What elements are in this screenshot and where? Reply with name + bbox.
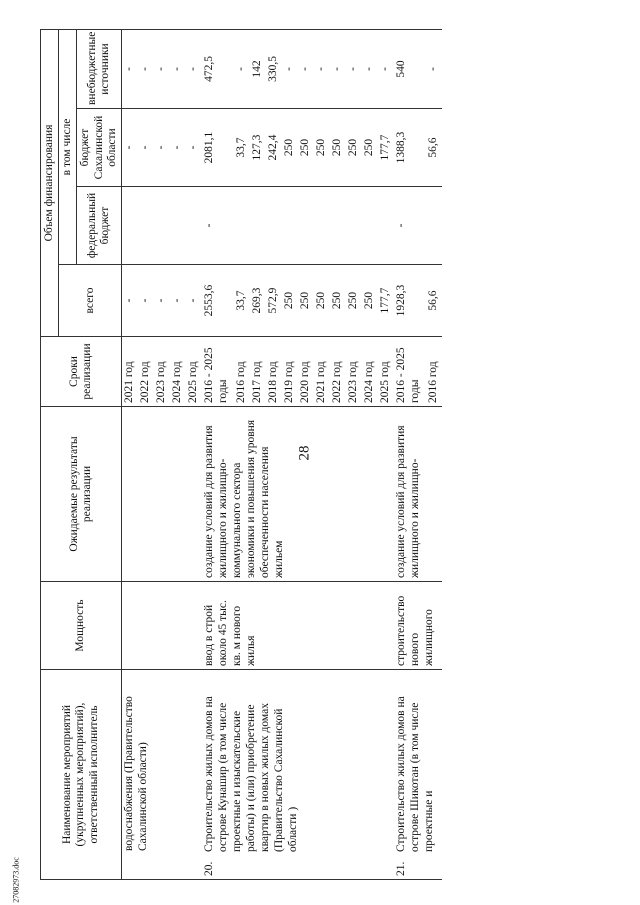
year-cell: 2019 год <box>282 337 298 407</box>
regional-cell: - <box>186 109 202 187</box>
header-extra: внебюджетные источники <box>77 29 122 108</box>
table-row <box>394 29 426 879</box>
year-cell: 2022 год <box>138 337 154 407</box>
federal-cell: - <box>394 187 426 265</box>
regional-cell: 127,3 <box>250 109 266 187</box>
extra-cell: - <box>122 29 139 108</box>
carry-capacity <box>122 582 203 670</box>
item20-results: создание условий для развития жилищного и жилищно-коммунального сектора экономики и повышения уровня обеспеченности населения жильем <box>202 407 394 582</box>
total-cell: 2553,6 <box>202 265 234 337</box>
extra-cell: 330,5 <box>266 29 282 108</box>
regional-cell: 2081,1 <box>202 109 234 187</box>
item21-name-cell <box>394 670 442 880</box>
federal-cell <box>138 187 154 265</box>
total-cell: 1928,3 <box>394 265 426 337</box>
federal-cell <box>282 187 298 265</box>
header-incl: в том числе <box>59 29 77 264</box>
page-number: 28 <box>296 445 313 461</box>
header-regional: бюджет Сахалинской области <box>77 109 122 187</box>
total-cell: 177,7 <box>378 265 394 337</box>
federal-cell <box>122 187 139 265</box>
total-cell: - <box>186 265 202 337</box>
federal-cell <box>170 187 186 265</box>
regional-cell: 250 <box>330 109 346 187</box>
regional-cell: 250 <box>282 109 298 187</box>
total-cell: - <box>154 265 170 337</box>
federal-cell <box>298 187 314 265</box>
extra-cell: - <box>234 29 250 108</box>
item20-capacity: ввод в строй около 45 тыс. кв. м нового жилья <box>202 582 394 670</box>
extra-cell: - <box>426 29 442 108</box>
regional-cell: 1388,3 <box>394 109 426 187</box>
regional-cell: 56,6 <box>426 109 442 187</box>
table-rotator <box>40 30 630 880</box>
total-cell: - <box>122 265 139 337</box>
regional-cell: - <box>170 109 186 187</box>
regional-cell: 242,4 <box>266 109 282 187</box>
document-id: 27082973.doc <box>11 857 21 903</box>
extra-cell: - <box>154 29 170 108</box>
year-cell: 2016 год <box>426 337 442 407</box>
extra-cell: - <box>186 29 202 108</box>
header-results: Ожидаемые результаты реализации <box>41 407 122 582</box>
table-row <box>202 29 234 879</box>
total-cell: 250 <box>298 265 314 337</box>
total-cell: 250 <box>362 265 378 337</box>
year-cell: 2018 год <box>266 337 282 407</box>
total-cell: 269,3 <box>250 265 266 337</box>
total-cell: 250 <box>330 265 346 337</box>
regional-cell: 250 <box>298 109 314 187</box>
total-cell: 250 <box>346 265 362 337</box>
extra-cell: - <box>138 29 154 108</box>
total-cell: 33,7 <box>234 265 250 337</box>
extra-cell: - <box>330 29 346 108</box>
extra-cell: 540 <box>394 29 426 108</box>
federal-cell <box>426 187 442 265</box>
federal-cell <box>266 187 282 265</box>
rotated-table-container <box>40 30 630 880</box>
regional-cell: 33,7 <box>234 109 250 187</box>
federal-cell: - <box>202 187 234 265</box>
year-cell: 2016 год <box>234 337 250 407</box>
federal-cell <box>362 187 378 265</box>
table-body <box>122 29 443 879</box>
year-cell: 2023 год <box>346 337 362 407</box>
year-cell: 2017 год <box>250 337 266 407</box>
item21-results: создание условий для развития жилищного и жилищно- <box>394 407 442 582</box>
extra-cell: - <box>314 29 330 108</box>
regional-cell: - <box>122 109 139 187</box>
total-cell: 572,9 <box>266 265 282 337</box>
total-cell: - <box>138 265 154 337</box>
year-cell: 2024 год <box>362 337 378 407</box>
funding-table <box>40 29 442 880</box>
regional-cell: 250 <box>362 109 378 187</box>
item20-number: 20. <box>203 861 216 876</box>
carry-results <box>122 407 203 582</box>
federal-cell <box>250 187 266 265</box>
extra-cell: - <box>378 29 394 108</box>
extra-cell: - <box>298 29 314 108</box>
item21-number: 21. <box>395 861 408 876</box>
total-cell: 250 <box>282 265 298 337</box>
item20-name: Строительство жилых домов на острове Кунашир (в том числе проектные и изыскательские работы) и (или) приобретение квартир в новых жилых домах (Правительство Сахалинской области ) <box>203 696 300 852</box>
extra-cell: 472,5 <box>202 29 234 108</box>
regional-cell: 250 <box>346 109 362 187</box>
extra-cell: - <box>170 29 186 108</box>
year-cell: 2025 год <box>378 337 394 407</box>
regional-cell: 250 <box>314 109 330 187</box>
year-cell: 2016 - 2025 годы <box>202 337 234 407</box>
year-cell: 2023 год <box>154 337 170 407</box>
year-cell: 2021 год <box>122 337 139 407</box>
extra-cell: 142 <box>250 29 266 108</box>
total-cell: - <box>170 265 186 337</box>
year-cell: 2025 год <box>186 337 202 407</box>
extra-cell: - <box>346 29 362 108</box>
total-cell: 250 <box>314 265 330 337</box>
header-total: всего <box>59 265 122 337</box>
regional-cell: - <box>138 109 154 187</box>
carry-name: водоснабжения (Правительство Сахалинской области) <box>122 670 203 880</box>
item20-name-cell <box>202 670 394 880</box>
extra-cell: - <box>362 29 378 108</box>
item21-name: Строительство жилых домов на острове Шикотан (в том числе проектные и <box>395 696 436 852</box>
total-cell: 56,6 <box>426 265 442 337</box>
header-name: Наименование мероприятий (укрупненных мероприятий), ответственный исполнитель <box>41 670 122 880</box>
header-funding: Объем финансирования <box>41 29 59 336</box>
table-row <box>122 29 139 879</box>
regional-cell: - <box>154 109 170 187</box>
federal-cell <box>234 187 250 265</box>
federal-cell <box>330 187 346 265</box>
year-cell: 2020 год <box>298 337 314 407</box>
year-cell: 2022 год <box>330 337 346 407</box>
regional-cell: 177,7 <box>378 109 394 187</box>
year-cell: 2021 год <box>314 337 330 407</box>
header-capacity: Мощность <box>41 582 122 670</box>
header-terms: Сроки реализации <box>41 337 122 407</box>
federal-cell <box>186 187 202 265</box>
item21-capacity: строительство нового жилищного <box>394 582 442 670</box>
year-cell: 2016 - 2025 годы <box>394 337 426 407</box>
extra-cell: - <box>282 29 298 108</box>
federal-cell <box>314 187 330 265</box>
federal-cell <box>378 187 394 265</box>
federal-cell <box>346 187 362 265</box>
header-federal: федеральный бюджет <box>77 187 122 265</box>
federal-cell <box>154 187 170 265</box>
year-cell: 2024 год <box>170 337 186 407</box>
